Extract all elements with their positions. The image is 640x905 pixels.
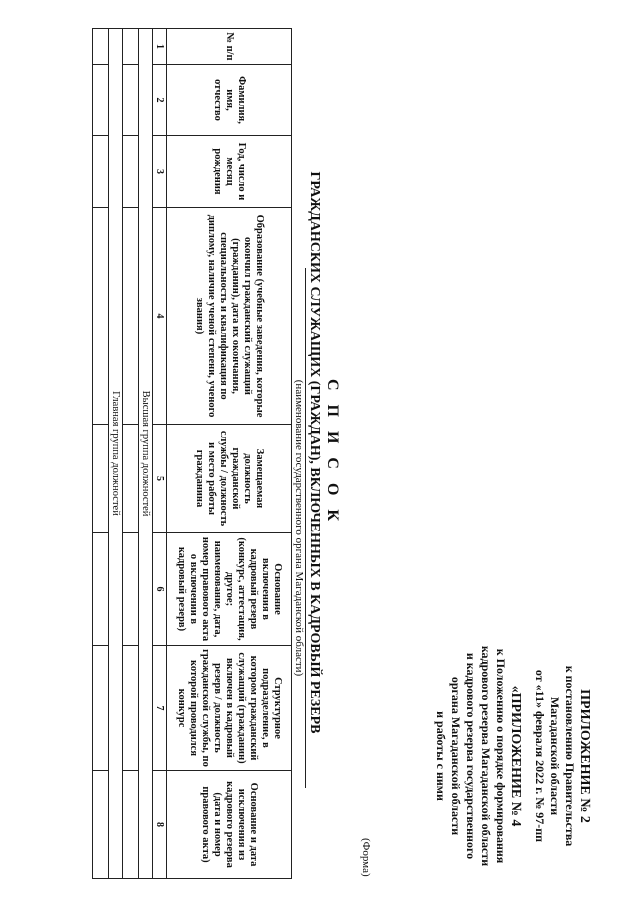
table-row — [93, 29, 109, 879]
organ-name-caption: (наименование государственного органа Магаданской области) — [293, 268, 306, 788]
column-header: Основание и дата исключения из кадрового резерва (дата и номер правового акта) — [167, 771, 292, 879]
column-number: 8 — [153, 771, 167, 879]
appendix2-title: ПРИЛОЖЕНИЕ № 2 — [577, 689, 592, 823]
column-number: 6 — [153, 533, 167, 646]
appendix4-line: и кадрового резерва государственного — [464, 652, 478, 860]
appendix4-line: к Положению о порядке формирования — [494, 648, 508, 864]
column-number: 3 — [153, 136, 167, 208]
column-header: Замещаемая должность гражданской службы / должность и место работы гражданина — [167, 425, 292, 533]
form-label: (Форма) — [360, 838, 372, 877]
column-header: № п/п — [167, 29, 292, 65]
column-header: Основание включения в кадровый резерв (конкурс, аттестация, другое; наименование, дата, номер правового акта о включении в кадровый резерв) — [167, 533, 292, 646]
group-row — [139, 29, 153, 879]
appendix4-line: органа Магаданской области — [449, 676, 463, 836]
column-header: Год, число и месяц рождения — [167, 136, 292, 208]
column-number: 2 — [153, 65, 167, 136]
table-header-row — [167, 29, 292, 879]
table-row — [123, 29, 139, 879]
appendix4-line: кадрового резерва Магаданской области — [479, 645, 493, 867]
appendix-header — [433, 640, 592, 872]
group-label: Высшая группа должностей — [139, 29, 153, 879]
group-label: Главная группа должностей — [109, 29, 123, 879]
document-title: С П И С О К — [324, 378, 341, 527]
column-number: 1 — [153, 29, 167, 65]
appendix2-line: к постановлению Правительства — [563, 665, 577, 847]
appendix2-date: от «11» февраля 2022 г. № 97-пп — [533, 669, 547, 843]
column-number-row — [153, 29, 167, 879]
column-number: 4 — [153, 208, 167, 425]
column-number: 5 — [153, 425, 167, 533]
appendix4-line: и работы с ними — [434, 711, 448, 801]
column-header: Структурное подразделение, в котором гражданский служащий (гражданин) включен в кадровый резерв / должность гражданской службы, по которой проводился конкурс — [167, 646, 292, 771]
appendix4-title: «ПРИЛОЖЕНИЕ № 4 — [508, 685, 523, 827]
document-subtitle: ГРАЖДАНСКИХ СЛУЖАЩИХ (ГРАЖДАН), ВКЛЮЧЕННЫХ В КАДРОВЫЙ РЕЗЕРВ — [307, 171, 322, 734]
column-number: 7 — [153, 646, 167, 771]
appendix2-line: Магаданской области — [548, 696, 562, 816]
column-header: Образование (учебные заведения, которые окончил гражданский служащий (гражданин), дата их окончания, специальность и квалификация по диплому, наличие ученой степени, ученого звания) — [167, 208, 292, 425]
group-row — [109, 29, 123, 879]
column-header: Фамилия, имя, отчество — [167, 65, 292, 136]
reserve-table — [92, 28, 292, 879]
